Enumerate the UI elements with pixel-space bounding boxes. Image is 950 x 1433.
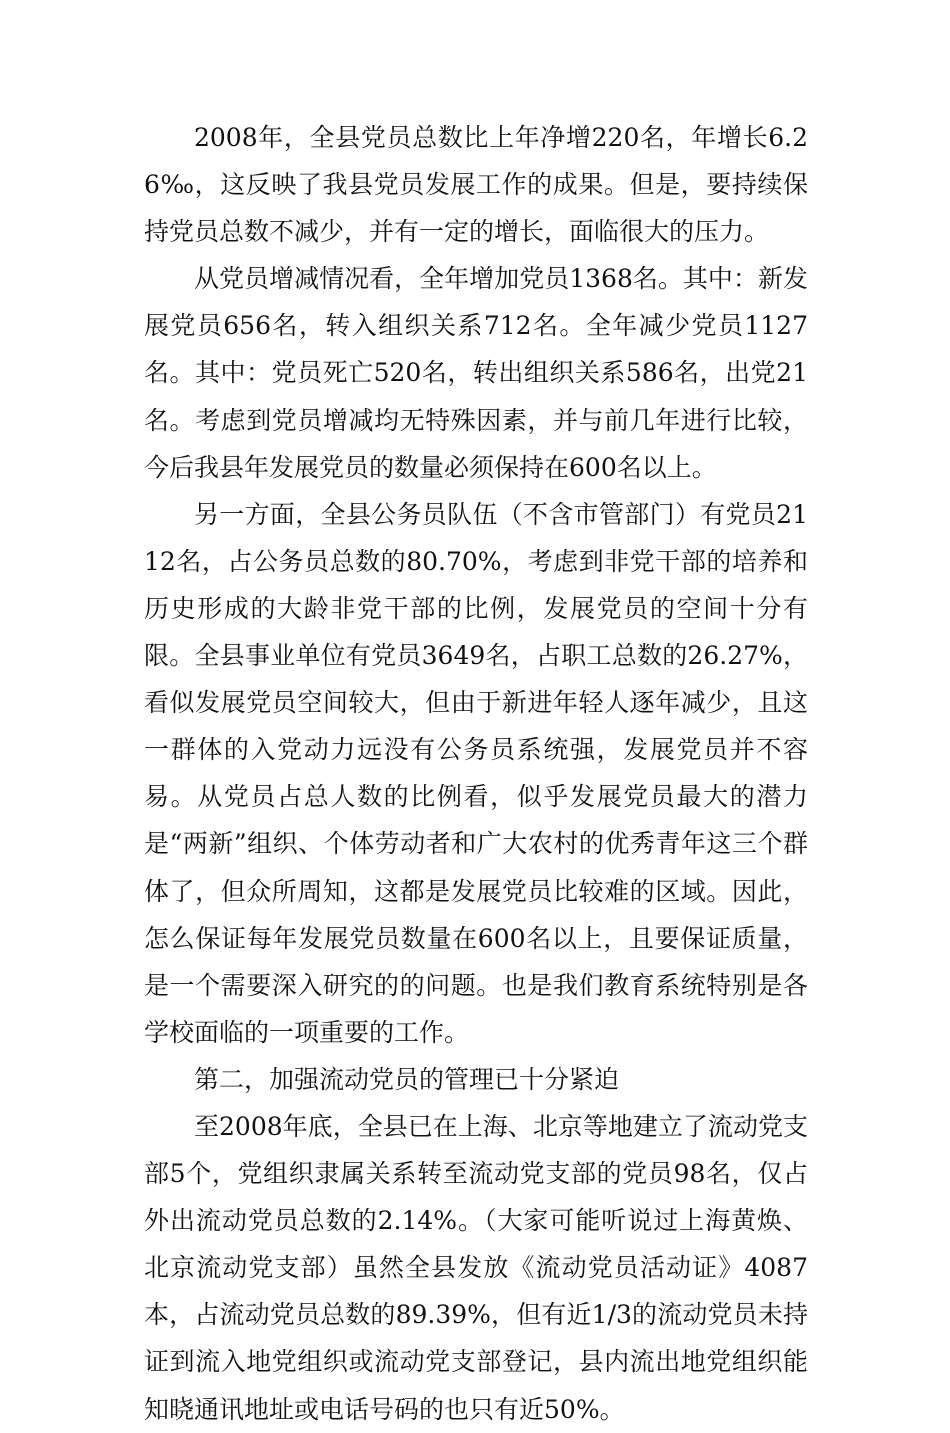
paragraph-party-member-growth: 2008年，全县党员总数比上年净增220名，年增长6.26‰，这反映了我县党员发展工作的成果。但是，要持续保持党员总数不减少，并有一定的增长，面临很大的压力。	[144, 123, 808, 247]
document-body	[144, 114, 808, 1433]
section-heading-mobile-members: 第二，加强流动党员的管理已十分紧迫	[194, 1064, 620, 1094]
paragraph-civil-servants: 另一方面，全县公务员队伍（不含市管部门）有党员2112名，占公务员总数的80.70%，考虑到非党干部的培养和历史形成的大龄非党干部的比例，发展党员的空间十分有限。全县事业单位有党员3649名，占职工总数的26.27%，看似发展党员空间较大，但由于新进年轻人逐年减少，且这一群体的入党动力远没有公务员系统强，发展党员并不容易。从党员占总人数的比例看，似乎发展党员最大的潜力是“两新”组织、个体劳动者和广大农村的优秀青年这三个群体了，但众所周知，这都是发展党员比较难的区域。因此，怎么保证每年发展党员数量在600名以上，且要保证质量，是一个需要深入研究的的问题。也是我们教育系统特别是各学校面临的一项重要的工作。	[144, 499, 808, 1047]
paragraph-mobile-party-branches: 至2008年底，全县已在上海、北京等地建立了流动党支部5个，党组织隶属关系转至流动党支部的党员98名，仅占外出流动党员总数的2.14%。（大家可能听说过上海黄焕、北京流动党支部）虽然全县发放《流动党员活动证》4087本，占流动党员总数的89.39%，但有近1/3的流动党员未持证到流入地党组织或流动党支部登记，县内流出地党组织能知晓通讯地址或电话号码的也只有近50%。	[144, 1111, 808, 1424]
paragraph-member-changes: 从党员增减情况看，全年增加党员1368名。其中：新发展党员656名，转入组织关系712名。全年减少党员1127名。其中：党员死亡520名，转出组织关系586名，出党21名。考虑到党员增减均无特殊因素，并与前几年进行比较，今后我县年发展党员的数量必须保持在600名以上。	[144, 264, 808, 482]
